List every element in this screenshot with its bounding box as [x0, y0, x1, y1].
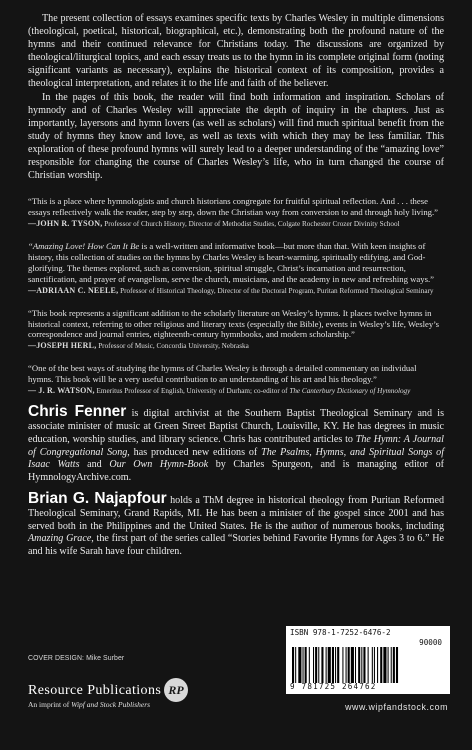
endorsement-text: “This is a place where hymnologists and church historians congregate for fruitful spiritual reflection. And . . . these essays reflectively walk the reader, step by step, down the Christian way from conversion to and through holy living.” [28, 196, 439, 218]
barcode-bar [309, 647, 310, 683]
barcode-bar [368, 647, 369, 683]
endorsement-author: —JOSEPH HERL, Professor of Music, Concordia University, Nebraska [28, 341, 249, 351]
endorsement-tyson [28, 196, 444, 229]
barcode-bar [396, 647, 398, 683]
publisher-logo-icon: RP [164, 678, 188, 702]
author-name: Chris Fenner [28, 403, 127, 421]
endorsement-neele [28, 241, 444, 296]
barcode-bar [326, 647, 327, 683]
endorsement-author: —JOHN R. TYSON, Professor of Church History, Director of Methodist Studies, Colgate Rochester Crozer Divinity School [28, 219, 400, 229]
barcode-bar [313, 647, 314, 683]
barcode-bar [358, 647, 360, 683]
barcode-bar [372, 647, 373, 683]
author-bio-najapfour: Brian G. Najapfour holds a ThM degree in historical theology from Puritan Reformed Theological Seminary, Grand Rapids, MI. He has been a minister of the gospel since 2001 and has served both in the Philippines and the United States. He is the author of numerous books, including Amazing Grace, the first part of the series called “Stories behind Favorite Hymns for Ages 3 to 6.” He and his wife Sarah have four children. [28, 489, 444, 558]
barcode-bar [337, 647, 339, 683]
barcode-bar [295, 647, 296, 683]
barcode-bar [315, 647, 317, 683]
barcode-bar [391, 647, 392, 683]
barcode-bar [377, 647, 378, 683]
barcode-bar [393, 647, 395, 683]
barcode-bar [361, 647, 362, 683]
description-paragraph-2: In the pages of this book, the reader will find both information and inspiration. Scholars of hymnody and of Charles Wesley will appreciate the depth of inquiry in the chapters. Just as importantly, layersons and hymn lovers (as well as scholars) will find much spiritual benefit from the study of hymns they know and love, as well as texts with which they may be less familiar. This exploration of these profound hymns will surely lead to a deeper understanding of the “amazing love” responsible for changing the course of Charles Wesley’s life, who in turn changed the course of Christian worship. [28, 91, 444, 182]
barcode-digits: 9 781725 264762 [290, 682, 377, 691]
barcode-bar [363, 647, 365, 683]
barcode-bar [342, 647, 343, 683]
barcode-bar [303, 647, 304, 683]
barcode-bar [380, 647, 382, 683]
description-paragraph-1: The present collection of essays examines specific texts by Charles Wesley in multiple dimensions (theological, poetical, historical, biographical, etc.), demonstrating both the profound nature of the hymns and their continued relevance for Christians today. The discussions are organized by theological/liturgical topics, and each essay treats us to the hymn in its complete original form (noting significant variants as necessary), explains the historical context of its composition, provides a theological interpretation, and relates it to the life and faith of the believer. [28, 13, 444, 90]
author-name: Brian G. Najapfour [28, 489, 167, 507]
barcode-bar [351, 647, 354, 683]
barcode-bar [346, 647, 347, 683]
cover-design-credit: COVER DESIGN: Mike Surber [28, 655, 125, 662]
isbn-number: ISBN 978-1-7252-6476-2 [290, 628, 391, 637]
endorsement-author: — J. R. WATSON, Emeritus Professor of English, University of Durham; co-editor of The Canterbury Dictionary of Hymnology [28, 386, 411, 396]
barcode-bar [348, 647, 350, 683]
barcode-bar [374, 647, 375, 683]
publisher-website: www.wipfandstock.com [345, 702, 448, 712]
barcode-bar [292, 647, 294, 683]
endorsement-watson [28, 363, 444, 396]
endorsement-herl [28, 308, 444, 352]
barcode-bar [335, 647, 336, 683]
back-cover-content [28, 12, 444, 559]
endorsement-text: “Amazing Love! How Can It Be is a well-written and informative book—but more than that. With keen insights of history, this collection of studies on the hymns by Charles Wesley is heart-warming, spiritually edifying, and God-glorifying. The themes explored, such as conversion, spiritual struggle, Christ’s incarnation and resurrection, sanctification, and prayer of evangelism, serve the church, musicians, and the academy in new and refreshing ways.” [28, 241, 434, 284]
barcode-bar [328, 647, 331, 683]
book-description [28, 12, 444, 182]
barcode-bar [298, 647, 301, 683]
barcode-bars [292, 647, 444, 683]
barcode-bar [305, 647, 307, 683]
endorsement-text: “One of the best ways of studying the hymns of Charles Wesley is through a detailed commentary on individual hymns. This book will be a very useful contribution to an understanding of his art and his theology.” [28, 363, 417, 385]
barcode-bar [332, 647, 334, 683]
publisher-block [28, 683, 161, 709]
barcode-bar [321, 647, 323, 683]
barcode-bar [318, 647, 319, 683]
barcode-bar [383, 647, 386, 683]
endorsement-text: “This book represents a significant addition to the scholarly literature on Wesley’s hymns. It places twelve hymns in historical context, referring to other religious and literary texts (especially the Bible), events in Wesley’s life, Wesley’s correspondence and journal entries, eighteenth-century hymnbooks, and modern scholarship.” [28, 307, 440, 340]
author-bio-fenner: Chris Fenner is digital archivist at the Southern Baptist Theological Seminary and is associate minister of music at Green Street Baptist Church, Louisville, KY. He has degrees in music education, worship studies, and library science. Chris has contributed articles to The Hymn: A Journal of Congregational Song, has produced new editions of The Psalms, Hymns, and Spiritual Songs of Isaac Watts and Our Own Hymn-Book by Charles Spurgeon, and is managing editor of HymnologyArchive.com. [28, 403, 444, 484]
barcode-bar [355, 647, 356, 683]
isbn-barcode [286, 626, 450, 694]
price-code: 90000 [419, 638, 442, 647]
barcode-bar [388, 647, 389, 683]
publisher-name: Resource Publications [28, 683, 162, 698]
endorsement-author: —ADRIAAN C. NEELE, Professor of Historical Theology, Director of the Doctoral Program, Puritan Reformed Theological Seminary [28, 285, 434, 295]
publisher-imprint: An imprint of Wipf and Stock Publishers [28, 700, 151, 709]
